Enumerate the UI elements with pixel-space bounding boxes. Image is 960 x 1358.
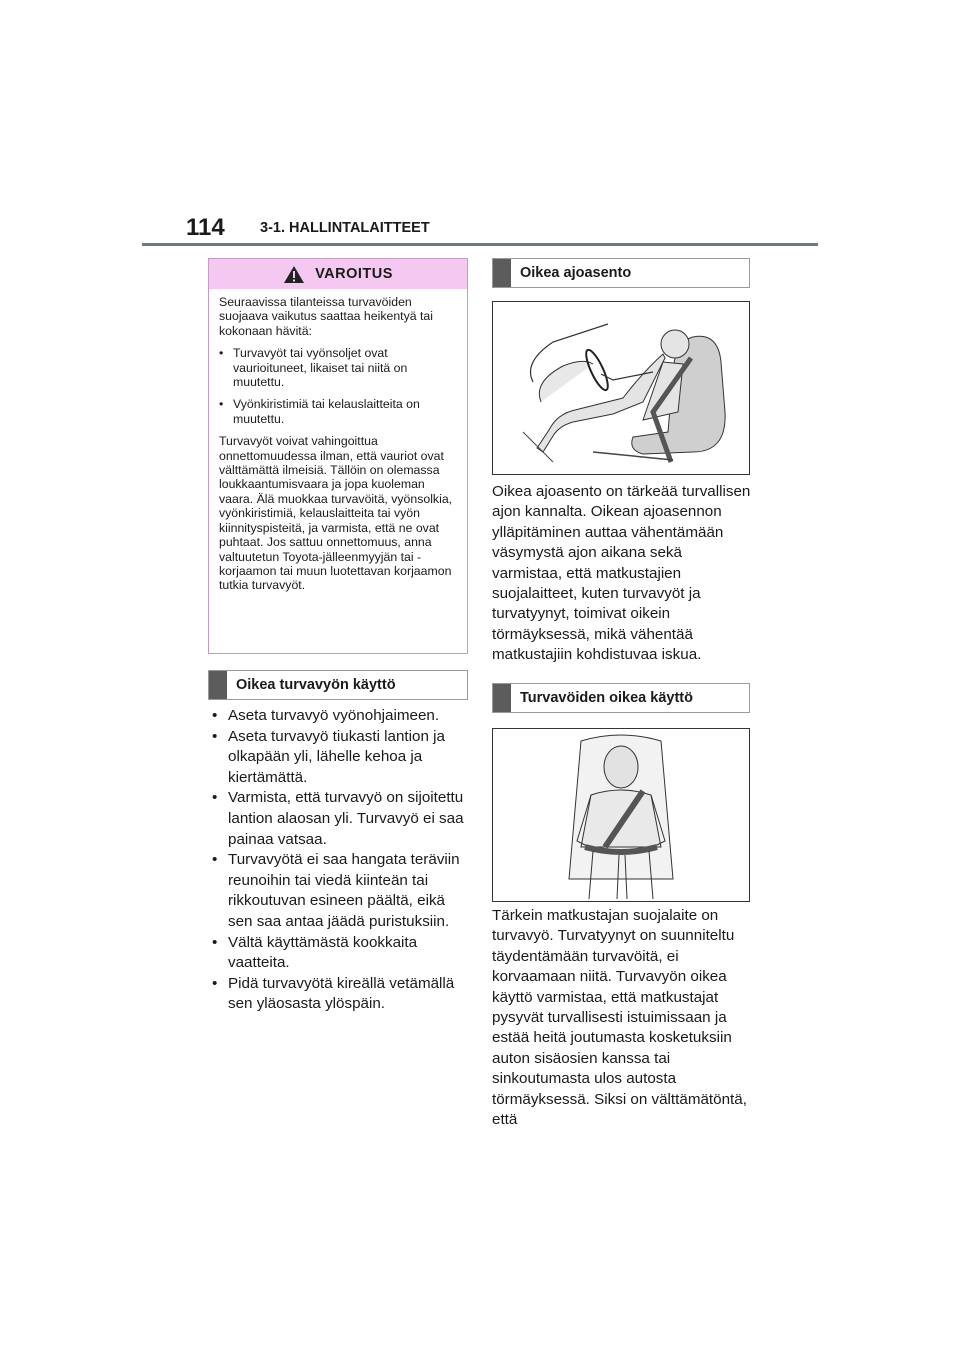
warning-bullet: • Turvavyöt tai vyönsoljet ovat vaurioituneet, likaiset tai niitä on muutettu. — [219, 346, 457, 389]
driving-position-heading-text: Oikea ajoasento — [520, 265, 632, 281]
seated-person-illustration — [492, 728, 750, 902]
warning-box — [208, 258, 468, 654]
correct-use-list — [212, 706, 468, 1015]
belt-use-text: Tärkein matkustajan suojalaite on turvavyö. Turvatyynyt on suunniteltu täydentämään turvavöitä, ei korvaamaan niitä. Turvavyön oikea käyttö varmistaa, että matkustajat pysyvät turvallisesti istuimissaan ja estää heitä joutumasta kosketuksiin auton sisäosien kanssa tai sinkoutumasta ulos autosta törmäyksessä. Siksi on välttämätöntä, että — [492, 907, 747, 1129]
section-title: 3-1. HALLINTALAITTEET — [260, 220, 430, 236]
heading-tab — [493, 259, 511, 287]
warning-bullet-text: Vyönkiristimiä tai kelauslaitteita on muutettu. — [233, 397, 420, 426]
warning-bullet-text: Turvavyöt tai vyönsoljet ovat vaurioituneet, likaiset tai niitä on muutettu. — [233, 346, 408, 390]
driving-position-heading — [492, 258, 750, 288]
list-item: • Varmista, että turvavyö on sijoitettu lantion alaosan yli. Turvavyö ei saa painaa vatsaa. — [212, 789, 464, 848]
page-number: 114 — [186, 214, 225, 241]
list-item: • Aseta turvavyö vyönohjaimeen. — [212, 707, 440, 724]
list-item: • Aseta turvavyö tiukasti lantion ja olkapään yli, lähelle kehoa ja kiertämättä. — [212, 727, 445, 786]
warning-header — [209, 259, 467, 289]
list-item: • Vältä käyttämästä kookkaita vaatteita. — [212, 933, 418, 972]
driving-position-text: Oikea ajoasento on tärkeää turvallisen ajon kannalta. Oikean ajoasennon ylläpitäminen auttaa vähentämään väsymystä ajon aikana sekä varmistaa, että matkustajien suojalaitteet, kuten turvavyöt ja turvatyynyt, toimivat oikein törmäyksessä, mikä vähentää matkustajiin kohdistuvaa iskua. — [492, 483, 751, 664]
belt-use-heading-text: Turvavöiden oikea käyttö — [520, 690, 693, 706]
heading-tab — [209, 671, 227, 699]
correct-use-heading-text: Oikea turvavyön käyttö — [236, 677, 396, 693]
warning-body — [209, 289, 467, 593]
driving-position-illustration — [492, 301, 750, 475]
warning-text: Turvavyöt voivat vahingoittua onnettomuudessa ilman, että vauriot ovat välttämättä ilmeisiä. Tällöin on olemassa loukkaantumisvaara ja jopa kuoleman vaara. Älä muokkaa turvavöitä, vyönsolkia, vyönkiristimiä, kelauslaitteita tai vyön kiinnityspisteitä, ja varmista, että ne ovat puhtaat. Jos sattuu onnettomuus, anna valtuutetun Toyota-jälleenmyyjän tai -korjaamon tai muun luotettavan korjaamon tutkia turvavyöt. — [219, 434, 453, 593]
heading-tab — [493, 684, 511, 712]
list-item: • Pidä turvavyötä kireällä vetämällä sen yläosasta ylöspäin. — [212, 974, 455, 1013]
belt-use-heading — [492, 683, 750, 713]
list-item: • Turvavyötä ei saa hangata teräviin reunoihin tai viedä kiinteän tai rikkoutuvan esineen päältä, eikä sen saa antaa jäädä puristuksiin. — [212, 851, 460, 930]
warning-bullet: • Vyönkiristimiä tai kelauslaitteita on muutettu. — [219, 397, 457, 426]
warning-intro: Seuraavissa tilanteissa turvavöiden suojaava vaikutus saattaa heikentyä tai kokonaan hävitä: — [219, 295, 433, 338]
correct-use-heading — [208, 670, 468, 700]
warning-title: VAROITUS — [315, 266, 393, 282]
warning-triangle-icon — [283, 265, 305, 284]
header-rule — [142, 243, 818, 246]
